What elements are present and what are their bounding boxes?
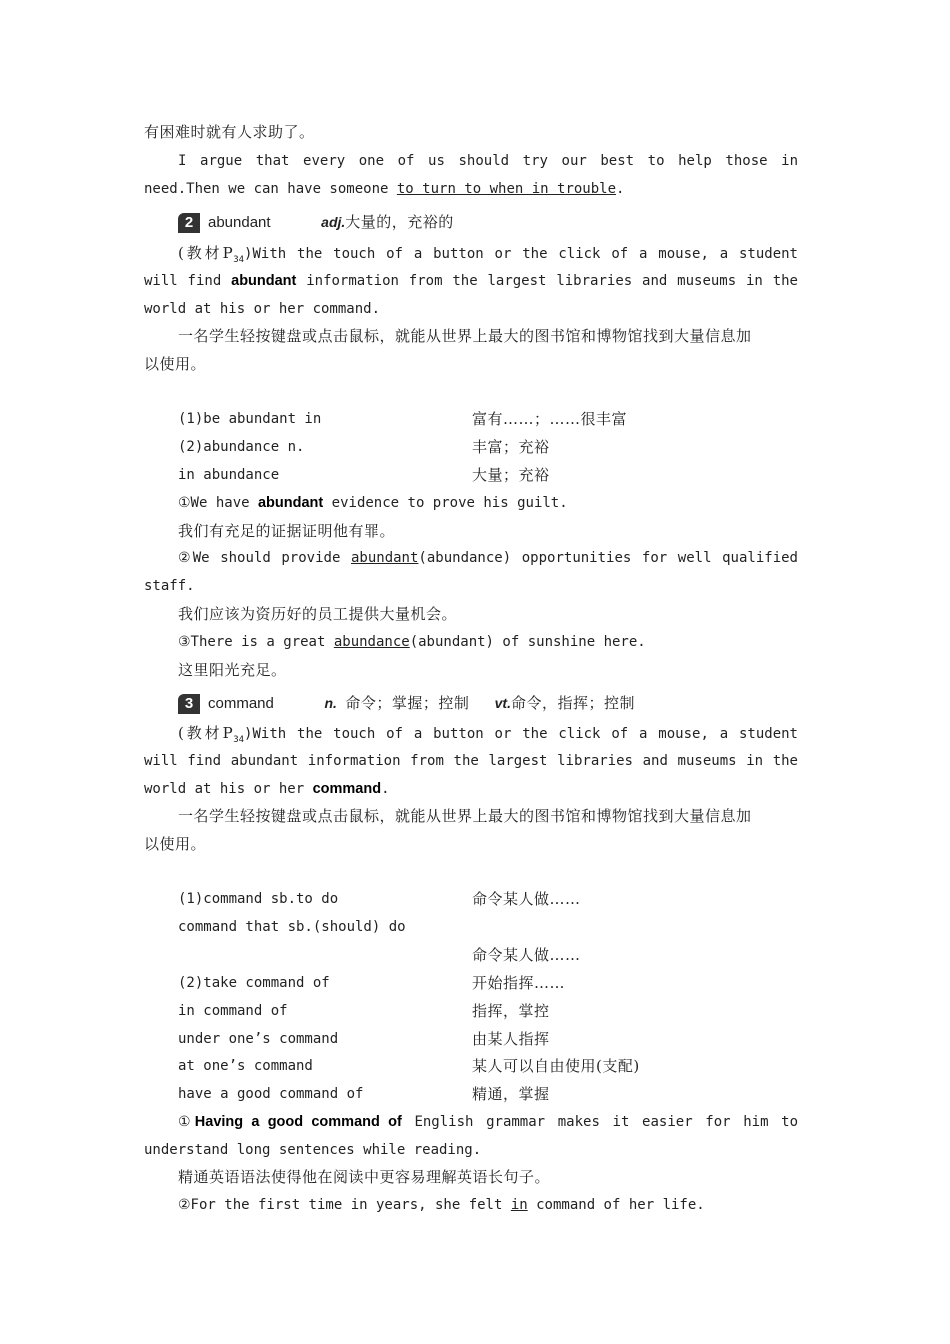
example-3-translation: 这里阳光充足。 — [178, 661, 287, 679]
section3-trans-line1: 一名学生轻按键盘或点击鼠标，就能从世界上最大的图书馆和博物馆找到大量信息加 — [178, 807, 752, 825]
phrase-cn: 某人可以自由使用(支配) — [472, 1057, 640, 1075]
phrase-cn: 精通，掌握 — [472, 1085, 550, 1103]
section3-source-line3: world at his or her command. — [144, 781, 390, 797]
phrase-cn: 指挥，掌控 — [472, 1002, 550, 1020]
phrase-en: at one’s command — [178, 1058, 313, 1074]
section2-trans-line2: 以使用。 — [144, 355, 207, 373]
example-2-translation: 我们应该为资历好的员工提供大量机会。 — [178, 605, 458, 623]
example-2: ②For the first time in years, she felt in command of her life. — [178, 1197, 705, 1213]
example-3: ③There is a great abundance(abundant) of sunshine here. — [178, 634, 646, 650]
intro-cn-tail: 有困难时就有人求助了。 — [144, 123, 315, 141]
example-1-translation: 精通英语语法使得他在阅读中更容易理解英语长句子。 — [178, 1168, 551, 1186]
phrase-cn: 富有……；……很丰富 — [472, 410, 628, 428]
example-1-translation: 我们有充足的证据证明他有罪。 — [178, 522, 396, 540]
phrase-cn: 大量；充裕 — [472, 466, 550, 484]
answer-underline: to turn to when in trouble — [396, 181, 617, 197]
phrase-cn: 由某人指挥 — [472, 1030, 550, 1048]
section3-source-line2: will find abundant information from the largest libraries and museums in the — [144, 753, 798, 769]
phrase-en: have a good command of — [178, 1086, 364, 1102]
headword: command — [208, 695, 274, 712]
phrase-cn: 丰富；充裕 — [472, 438, 550, 456]
section2-source-line2: will find abundant information from the largest libraries and museums in the — [144, 273, 798, 289]
example-1: ①We have abundant evidence to prove his guilt. — [178, 495, 568, 511]
phrase-cn: 开始指挥…… — [472, 974, 566, 992]
phrase-en: under one’s command — [178, 1031, 339, 1047]
section-number-badge: 2 — [178, 213, 200, 233]
phrase-en: in command of — [178, 1003, 288, 1019]
section-number-badge: 3 — [178, 694, 200, 714]
example-1-cont: understand long sentences while reading. — [144, 1142, 482, 1158]
phrase-en: (2)take command of — [178, 975, 330, 991]
example-1: ①Having a good command of English grammar makes it easier for him to — [178, 1114, 799, 1130]
section3-trans-line2: 以使用。 — [144, 835, 207, 853]
intro-en-line2: need.Then we can have someone to turn to when in trouble. — [144, 181, 625, 197]
phrase-en: in abundance — [178, 467, 280, 483]
example-2: ②We should provide abundant(abundance) opportunities for well qualified — [178, 550, 798, 566]
section3-heading: 3 command n. 命令；掌握；控制 vt.命令，指挥；控制 — [178, 693, 798, 714]
section2-heading: 2 abundant adj.大量的，充裕的 — [178, 212, 798, 233]
headword: abundant — [208, 214, 271, 231]
phrase-en: (1)be abundant in — [178, 411, 322, 427]
phrase-en: (1)command sb.to do — [178, 891, 339, 907]
section3-source-line1: (教材$P_{34})With$ the touch of a button or the click of a mouse, a student — [178, 724, 798, 745]
section2-trans-line1: 一名学生轻按键盘或点击鼠标，就能从世界上最大的图书馆和博物馆找到大量信息加 — [178, 327, 752, 345]
example-2-cont: staff. — [144, 578, 195, 594]
phrase-en: command that sb.(should) do — [178, 919, 406, 935]
phrase-cn: 命令某人做…… — [472, 890, 581, 908]
section2-source-line1: (教材$P_{34})With$ the touch of a button or the click of a mouse, a student — [178, 244, 798, 265]
phrase-cn: 命令某人做…… — [472, 946, 581, 964]
intro-en-line1: I argue that every one of us should try our best to help those in — [178, 153, 798, 169]
phrase-en: (2)abundance n. — [178, 439, 305, 455]
section2-source-line3: world at his or her command. — [144, 301, 381, 317]
